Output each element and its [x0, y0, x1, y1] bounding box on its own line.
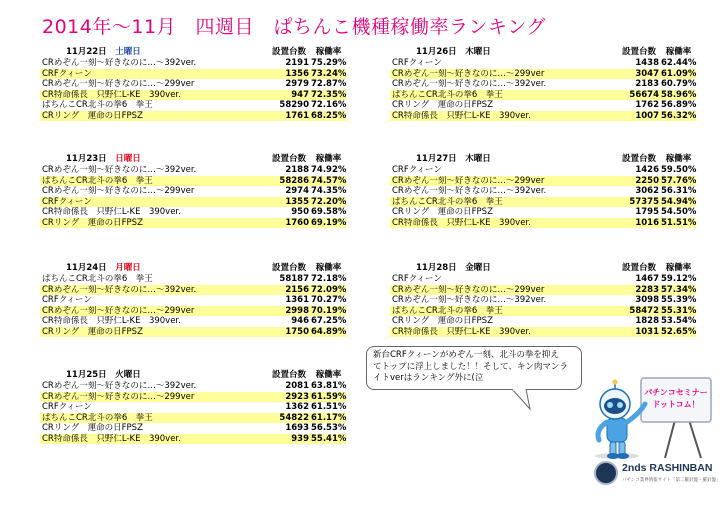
- table-header: [40, 262, 346, 274]
- table-row: [40, 79, 346, 90]
- operation-rate: 53.54%: [661, 316, 697, 326]
- operation-rate: 55.39%: [661, 295, 697, 305]
- ranking-table: [390, 46, 696, 121]
- installed-count: 1031: [635, 326, 659, 337]
- table-row: [40, 186, 346, 197]
- weekday-text: 木曜日: [465, 46, 491, 57]
- operation-rate: 61.59%: [311, 391, 347, 402]
- installed-count: 1467: [635, 274, 659, 284]
- operation-rate: 61.17%: [311, 412, 347, 423]
- column-header-count: 設置台数: [271, 262, 306, 273]
- table-row: [390, 90, 696, 101]
- operation-rate: 63.81%: [311, 381, 347, 391]
- installed-count: 947: [291, 89, 309, 100]
- table-row: [390, 186, 696, 197]
- ranking-table: [40, 262, 346, 337]
- ranking-table: [390, 262, 696, 337]
- site-logo: [584, 459, 720, 491]
- operation-rate: 72.18%: [311, 274, 347, 284]
- comment-line: 新台CRFクィーンがめぞん一刻、北斗の拳を抑え: [373, 350, 559, 360]
- column-header-rate: 稼働率: [315, 46, 342, 57]
- installed-count: 3098: [635, 295, 659, 305]
- weekday-text: 金曜日: [465, 262, 491, 273]
- machine-name: CRめぞん一刻～好きなのに…～299ver: [392, 284, 545, 295]
- table-row: [390, 218, 696, 229]
- machine-name: CRめぞん一刻～好きなのに…～392ver.: [392, 295, 547, 305]
- column-header-rate: 稼働率: [665, 153, 692, 164]
- operation-rate: 70.27%: [311, 295, 347, 305]
- column-header-count: 設置台数: [621, 262, 656, 273]
- date-text: 11月25日: [66, 369, 107, 380]
- installed-count: 1693: [285, 423, 309, 433]
- installed-count: 2183: [635, 79, 659, 89]
- column-header-count: 設置台数: [621, 46, 656, 57]
- operation-rate: 54.50%: [661, 207, 697, 217]
- table-row: [40, 392, 346, 403]
- sign-text: ドットコム！: [652, 400, 700, 409]
- machine-name: CRリング 運命の日FPSZ: [42, 110, 143, 121]
- installed-count: 1750: [285, 326, 309, 337]
- installed-count: 1007: [635, 110, 659, 121]
- machine-name: ぱちんこCR北斗の拳6 拳王: [392, 89, 503, 100]
- logo-tagline: パチンコ業界情報サイト「第二羅針盤・羅針盤」: [622, 478, 720, 483]
- installed-count: 2979: [285, 79, 309, 89]
- operation-rate: 72.09%: [311, 284, 347, 295]
- date-label: [40, 263, 267, 274]
- date-label: [390, 154, 617, 165]
- operation-rate: 74.57%: [311, 175, 347, 186]
- robot-mascot-icon: [585, 370, 715, 460]
- operation-rate: 58.96%: [661, 89, 697, 100]
- date-text: 11月24日: [66, 262, 107, 273]
- operation-rate: 57.76%: [661, 175, 697, 186]
- date-label: [40, 154, 267, 165]
- operation-rate: 59.50%: [661, 165, 697, 175]
- table-row: [390, 274, 696, 285]
- machine-name: CR特命係長 只野仁L-KE 390ver.: [42, 433, 181, 444]
- installed-count: 58290: [279, 100, 309, 110]
- operation-rate: 69.58%: [311, 207, 347, 217]
- date-label: [390, 263, 617, 274]
- table-row: [390, 111, 696, 122]
- machine-name: CR特命係長 只野仁L-KE 390ver.: [392, 326, 531, 337]
- date-text: 11月22日: [66, 46, 107, 57]
- installed-count: 1426: [635, 165, 659, 175]
- machine-name: CRリング 運命の日FPSZ: [42, 217, 143, 228]
- machine-name: ぱちんこCR北斗の拳6 拳王: [392, 305, 503, 316]
- machine-name: CRめぞん一刻～好きなのに…～392ver.: [42, 381, 197, 391]
- table-row: [390, 285, 696, 296]
- table-row: [40, 423, 346, 434]
- machine-name: CR特命係長 只野仁L-KE 390ver.: [42, 207, 181, 217]
- table-row: [40, 274, 346, 285]
- table-row: [40, 176, 346, 187]
- installed-count: 2191: [285, 58, 309, 68]
- installed-count: 2923: [285, 391, 309, 402]
- column-header-count: 設置台数: [271, 369, 306, 380]
- installed-count: 1355: [285, 196, 309, 207]
- column-header-count: 設置台数: [271, 46, 306, 57]
- machine-name: CRFクィーン: [42, 402, 92, 412]
- machine-name: CRめぞん一刻～好きなのに…～299ver: [42, 79, 195, 89]
- machine-name: CRFクィーン: [392, 58, 442, 68]
- table-row: [40, 306, 346, 317]
- weekday-text: 火曜日: [115, 369, 141, 380]
- comment-line: てトップに浮上しました！！そして、キン肉マンラ: [373, 361, 568, 372]
- table-row: [40, 100, 346, 111]
- machine-name: CRめぞん一刻～好きなのに…～392ver.: [392, 79, 547, 89]
- operation-rate: 73.24%: [311, 68, 347, 79]
- table-row: [390, 306, 696, 317]
- machine-name: CRリング 運命の日FPSZ: [392, 316, 493, 326]
- table-row: [40, 218, 346, 229]
- table-header: [390, 262, 696, 274]
- operation-rate: 68.25%: [311, 110, 347, 121]
- date-text: 11月23日: [66, 153, 107, 164]
- machine-name: CRめぞん一刻～好きなのに…～299ver: [392, 68, 545, 79]
- operation-rate: 54.94%: [661, 196, 697, 207]
- installed-count: 2283: [635, 284, 659, 295]
- comment-bubble: [366, 346, 582, 390]
- operation-rate: 61.09%: [661, 68, 697, 79]
- installed-count: 56674: [629, 89, 659, 100]
- weekday-text: 月曜日: [115, 262, 141, 273]
- machine-name: CRめぞん一刻～好きなのに…～392ver.: [42, 165, 197, 175]
- installed-count: 1362: [285, 402, 309, 412]
- machine-name: CRめぞん一刻～好きなのに…～392ver.: [392, 186, 547, 196]
- installed-count: 1795: [635, 207, 659, 217]
- table-header: [390, 46, 696, 58]
- date-label: [40, 47, 267, 58]
- operation-rate: 74.92%: [311, 165, 347, 175]
- operation-rate: 72.87%: [311, 79, 347, 89]
- bubble-tail: [512, 389, 536, 411]
- table-row: [390, 100, 696, 111]
- date-text: 11月26日: [416, 46, 457, 57]
- machine-name: CRめぞん一刻～好きなのに…～299ver: [42, 391, 195, 402]
- machine-name: CRFクィーン: [392, 165, 442, 175]
- table-row: [40, 413, 346, 424]
- installed-count: 2156: [285, 284, 309, 295]
- table-row: [40, 434, 346, 445]
- table-row: [390, 207, 696, 218]
- installed-count: 939: [291, 433, 309, 444]
- installed-count: 1438: [635, 58, 659, 68]
- installed-count: 1361: [285, 295, 309, 305]
- column-header-rate: 稼働率: [315, 369, 342, 380]
- table-header: [40, 369, 346, 381]
- operation-rate: 55.41%: [311, 433, 347, 444]
- installed-count: 1762: [635, 100, 659, 110]
- machine-name: ぱちんこCR北斗の拳6 拳王: [42, 175, 153, 186]
- machine-name: CRめぞん一刻～好きなのに…～299ver: [42, 186, 195, 196]
- sign-text: パチンコセミナー: [644, 388, 708, 397]
- table-row: [390, 79, 696, 90]
- machine-name: CR特命係長 只野仁L-KE 390ver.: [392, 110, 531, 121]
- table-row: [40, 58, 346, 69]
- operation-rate: 56.32%: [661, 110, 697, 121]
- installed-count: 946: [291, 316, 309, 326]
- operation-rate: 56.53%: [311, 423, 347, 433]
- machine-name: CR特命係長 只野仁L-KE 390ver.: [392, 217, 531, 228]
- ranking-table: [40, 369, 346, 444]
- operation-rate: 67.25%: [311, 316, 347, 326]
- logo-name: 2nds RASHINBAN: [622, 462, 713, 474]
- machine-name: CR特命係長 只野仁L-KE 390ver.: [42, 89, 181, 100]
- installed-count: 1016: [635, 217, 659, 228]
- operation-rate: 60.79%: [661, 79, 697, 89]
- comment-line: イトverはランキング外に(泣: [373, 373, 484, 383]
- machine-name: CRめぞん一刻～好きなのに…～392ver.: [42, 58, 197, 68]
- column-header-rate: 稼働率: [315, 262, 342, 273]
- operation-rate: 52.65%: [661, 326, 697, 337]
- weekday-text: 土曜日: [115, 46, 141, 57]
- table-row: [40, 207, 346, 218]
- operation-rate: 72.35%: [311, 89, 347, 100]
- machine-name: CRリング 運命の日FPSZ: [42, 326, 143, 337]
- machine-name: CRFクィーン: [42, 196, 92, 207]
- machine-name: CRリング 運命の日FPSZ: [392, 207, 493, 217]
- table-row: [40, 327, 346, 338]
- weekday-text: 木曜日: [465, 153, 491, 164]
- installed-count: 58187: [279, 274, 309, 284]
- operation-rate: 72.20%: [311, 196, 347, 207]
- column-header-rate: 稼働率: [665, 46, 692, 57]
- ranking-table: [40, 153, 346, 228]
- date-text: 11月27日: [416, 153, 457, 164]
- operation-rate: 51.51%: [661, 217, 697, 228]
- installed-count: 1761: [285, 110, 309, 121]
- machine-name: CRリング 運命の日FPSZ: [42, 423, 143, 433]
- machine-name: CRFクィーン: [42, 295, 92, 305]
- date-label: [40, 370, 267, 381]
- operation-rate: 61.51%: [311, 402, 347, 412]
- installed-count: 2081: [285, 381, 309, 391]
- machine-name: CRめぞん一刻～好きなのに…～392ver.: [42, 284, 197, 295]
- operation-rate: 64.89%: [311, 326, 347, 337]
- installed-count: 2998: [285, 305, 309, 316]
- date-label: [390, 47, 617, 58]
- ranking-table: [390, 153, 696, 228]
- installed-count: 1356: [285, 68, 309, 79]
- machine-name: CR特命係長 只野仁L-KE 390ver.: [42, 316, 181, 326]
- operation-rate: 56.31%: [661, 186, 697, 196]
- table-row: [40, 285, 346, 296]
- machine-name: CRFクィーン: [392, 274, 442, 284]
- column-header-rate: 稼働率: [665, 262, 692, 273]
- machine-name: CRFクィーン: [42, 68, 92, 79]
- table-row: [40, 381, 346, 392]
- table-row: [390, 176, 696, 187]
- machine-name: CRリング 運命の日FPSZ: [392, 100, 493, 110]
- operation-rate: 70.19%: [311, 305, 347, 316]
- logo-badge-icon: [594, 461, 618, 485]
- column-header-count: 設置台数: [621, 153, 656, 164]
- operation-rate: 57.34%: [661, 284, 697, 295]
- installed-count: 58472: [629, 305, 659, 316]
- table-row: [390, 69, 696, 80]
- table-row: [40, 165, 346, 176]
- installed-count: 950: [291, 207, 309, 217]
- table-row: [390, 58, 696, 69]
- machine-name: ぱちんこCR北斗の拳6 拳王: [392, 196, 503, 207]
- operation-rate: 56.89%: [661, 100, 697, 110]
- table-row: [40, 295, 346, 306]
- machine-name: ぱちんこCR北斗の拳6 拳王: [42, 100, 153, 110]
- table-row: [40, 197, 346, 208]
- installed-count: 58286: [279, 175, 309, 186]
- installed-count: 57375: [629, 196, 659, 207]
- page-title: 2014年～11月 四週目 ぱちんこ機種稼働率ランキング: [42, 16, 546, 38]
- operation-rate: 55.31%: [661, 305, 697, 316]
- installed-count: 54822: [279, 412, 309, 423]
- table-row: [40, 111, 346, 122]
- table-row: [390, 327, 696, 338]
- machine-name: ぱちんこCR北斗の拳6 拳王: [42, 412, 153, 423]
- operation-rate: 72.16%: [311, 100, 347, 110]
- installed-count: 2188: [285, 165, 309, 175]
- operation-rate: 75.29%: [311, 58, 347, 68]
- operation-rate: 69.19%: [311, 217, 347, 228]
- machine-name: CRめぞん一刻～好きなのに…～299ver: [42, 305, 195, 316]
- weekday-text: 日曜日: [115, 153, 141, 164]
- table-header: [390, 153, 696, 165]
- operation-rate: 59.12%: [661, 274, 697, 284]
- table-row: [390, 316, 696, 327]
- column-header-rate: 稼働率: [315, 153, 342, 164]
- installed-count: 1760: [285, 217, 309, 228]
- installed-count: 1828: [635, 316, 659, 326]
- table-row: [40, 90, 346, 101]
- operation-rate: 74.35%: [311, 186, 347, 196]
- table-row: [390, 197, 696, 208]
- date-text: 11月28日: [416, 262, 457, 273]
- machine-name: ぱちんこCR北斗の拳6 拳王: [42, 274, 153, 284]
- installed-count: 2974: [285, 186, 309, 196]
- table-row: [40, 402, 346, 413]
- machine-name: CRめぞん一刻～好きなのに…～299ver: [392, 175, 545, 186]
- installed-count: 2250: [635, 175, 659, 186]
- table-row: [40, 69, 346, 80]
- table-header: [40, 46, 346, 58]
- operation-rate: 62.44%: [661, 58, 697, 68]
- table-row: [40, 316, 346, 327]
- table-row: [390, 165, 696, 176]
- column-header-count: 設置台数: [271, 153, 306, 164]
- installed-count: 3047: [635, 68, 659, 79]
- ranking-table: [40, 46, 346, 121]
- table-row: [390, 295, 696, 306]
- table-header: [40, 153, 346, 165]
- installed-count: 3062: [635, 186, 659, 196]
